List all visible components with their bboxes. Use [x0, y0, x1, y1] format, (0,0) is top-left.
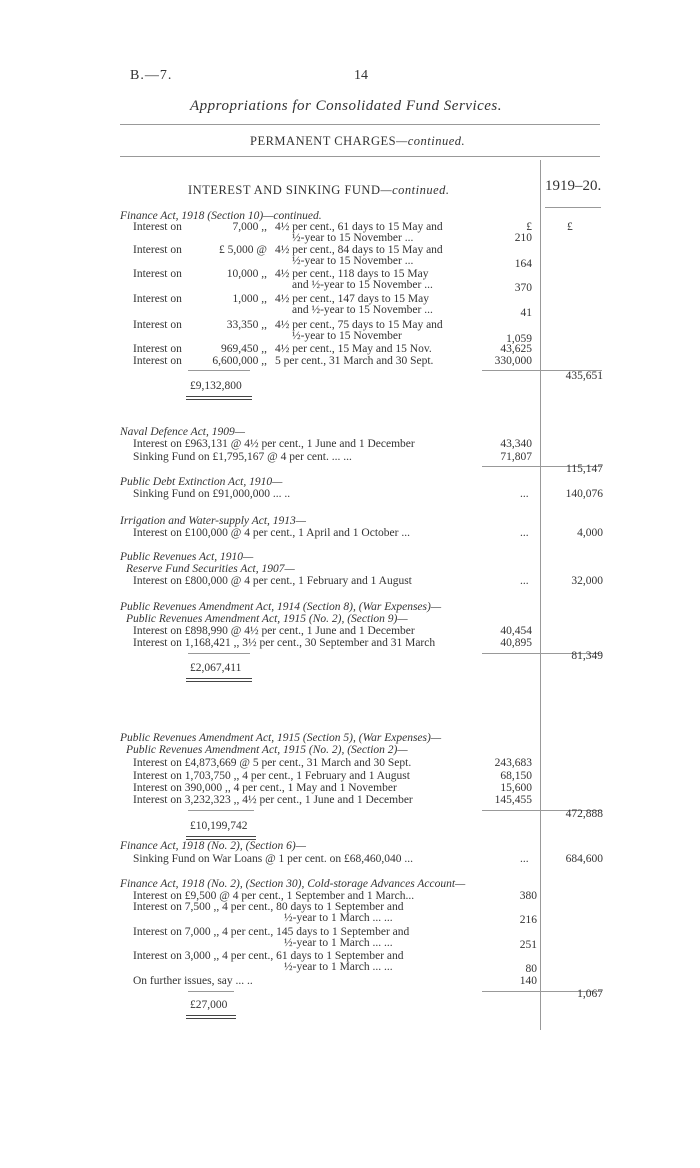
- text-line: Sinking Fund on £1,795,167 @ 4 per cent. ... ...: [133, 451, 352, 463]
- act-subtitle: Public Revenues Amendment Act, 1915 (No. 2), (Section 2)—: [126, 744, 408, 756]
- text-line: Interest on 3,000 ,, 4 per cent., 61 days to 1 September and: [133, 950, 404, 962]
- section-title-cont: —continued.: [380, 183, 450, 197]
- year-amount: 684,600: [565, 853, 603, 865]
- amount: 164: [514, 258, 532, 270]
- act-title: Finance Act, 1918 (No. 2), (Section 6)—: [120, 840, 306, 852]
- text-line: ½-year to 15 November ...: [292, 232, 414, 244]
- text-line: On further issues, say ... ..: [133, 975, 253, 987]
- text-line: 4½ per cent., 118 days to 15 May: [275, 268, 429, 280]
- total: £27,000: [190, 999, 228, 1011]
- text-line: Interest on 7,500 ,, 4 per cent., 80 days to 1 September and: [133, 901, 404, 913]
- text-line: 969,450 ,,: [221, 343, 267, 355]
- amount: 251: [519, 939, 537, 951]
- act-title: Finance Act, 1918 (No. 2), (Section 30), Cold-storage Advances Account—: [120, 878, 466, 890]
- text-line: 6,600,000 ,,: [212, 355, 267, 367]
- text-line: Interest on: [133, 319, 182, 331]
- act-title: Finance Act, 1918 (Section 10)—continued.: [120, 210, 322, 222]
- amount: 15,600: [500, 782, 532, 794]
- text-line: 4½ per cent., 84 days to 15 May and: [275, 244, 443, 256]
- act-subtitle: Reserve Fund Securities Act, 1907—: [126, 563, 295, 575]
- amount: 370: [514, 282, 532, 294]
- text-line: Interest on £100,000 @ 4 per cent., 1 April and 1 October ...: [133, 527, 410, 539]
- rule: [188, 991, 234, 992]
- column-rule: [540, 160, 541, 1030]
- text-line: Interest on 3,232,323 ,, 4½ per cent., 1 June and 1 December: [133, 794, 413, 806]
- text-line: 33,350 ,,: [226, 319, 267, 331]
- rule: [120, 156, 600, 157]
- amount: 80: [525, 963, 537, 975]
- year-amount: 435,651: [565, 370, 603, 382]
- leader-dots: ...: [520, 527, 529, 539]
- rule: [188, 810, 254, 811]
- text-line: Interest on £4,873,669 @ 5 per cent., 31 March and 30 Sept.: [133, 757, 412, 769]
- text-line: ½-year to 1 March ... ...: [284, 937, 393, 949]
- double-rule: [186, 1015, 236, 1019]
- act-title: Irrigation and Water-supply Act, 1913—: [120, 515, 307, 527]
- subtitle-main: PERMANENT CHARGES: [250, 134, 397, 148]
- amount: 145,455: [494, 794, 532, 806]
- rule: [545, 207, 601, 208]
- amount: 43,340: [500, 438, 532, 450]
- text-line: ½-year to 1 March ... ...: [284, 912, 393, 924]
- total: £9,132,800: [190, 380, 242, 392]
- text-line: 5 per cent., 31 March and 30 Sept.: [275, 355, 434, 367]
- amount: 1,059: [506, 333, 532, 345]
- currency-symbol: £: [567, 221, 573, 233]
- text-line: Interest on 1,168,421 ,, 3½ per cent., 30 September and 31 March: [133, 637, 436, 649]
- page-title: Appropriations for Consolidated Fund Services.: [190, 98, 503, 114]
- text-line: 1,000 ,,: [232, 293, 267, 305]
- section-title-main: INTEREST AND SINKING FUND: [188, 183, 381, 197]
- text-line: 7,000 ,,: [232, 221, 267, 233]
- text-line: ½-year to 1 March ... ...: [284, 961, 393, 973]
- text-line: Interest on: [133, 268, 182, 280]
- text-line: Interest on £898,990 @ 4½ per cent., 1 June and 1 December: [133, 625, 415, 637]
- year-amount: 115,147: [566, 463, 603, 475]
- year-heading: 1919–20.: [545, 178, 602, 194]
- text-line: 10,000 ,,: [226, 268, 267, 280]
- rule: [188, 370, 250, 371]
- leader-dots: ...: [520, 488, 529, 500]
- rule: [120, 124, 600, 125]
- text-line: 4½ per cent., 75 days to 15 May and: [275, 319, 443, 331]
- amount: 140: [519, 975, 537, 987]
- year-amount: 1,067: [577, 988, 603, 1000]
- amount: 40,895: [500, 637, 532, 649]
- amount: 40,454: [500, 625, 532, 637]
- leader-dots: ...: [520, 853, 529, 865]
- text-line: 4½ per cent., 147 days to 15 May: [275, 293, 429, 305]
- amount: 243,683: [494, 757, 532, 769]
- total: £2,067,411: [190, 662, 242, 674]
- amount: 43,625: [500, 343, 532, 355]
- year-amount: 472,888: [565, 808, 603, 820]
- text-line: Interest on £963,131 @ 4½ per cent., 1 June and 1 December: [133, 438, 415, 450]
- text-line: Sinking Fund on War Loans @ 1 per cent. on £68,460,040 ...: [133, 853, 413, 865]
- rule: [188, 653, 250, 654]
- act-title: Public Debt Extinction Act, 1910—: [120, 476, 283, 488]
- section-title: [188, 183, 450, 198]
- total: £10,199,742: [190, 820, 248, 832]
- act-title: Naval Defence Act, 1909—: [120, 426, 245, 438]
- text-line: and ½-year to 15 November ...: [292, 279, 433, 291]
- text-line: ½-year to 15 November ...: [292, 255, 414, 267]
- subtitle-cont: —continued.: [396, 134, 466, 148]
- text-line: Interest on £9,500 @ 4 per cent., 1 September and 1 March...: [133, 890, 415, 902]
- text-line: £ 5,000 @: [219, 244, 267, 256]
- text-line: 4½ per cent., 61 days to 15 May and: [275, 221, 443, 233]
- currency-symbol: £: [526, 221, 532, 233]
- subtitle: [250, 134, 465, 149]
- text-line: and ½-year to 15 November ...: [292, 304, 433, 316]
- text-line: Interest on: [133, 355, 182, 367]
- amount: 210: [514, 232, 532, 244]
- text-line: Interest on: [133, 293, 182, 305]
- text-line: 4½ per cent., 15 May and 15 Nov.: [275, 343, 432, 355]
- year-amount: 140,076: [565, 488, 603, 500]
- text-line: Interest on: [133, 244, 182, 256]
- year-amount: 81,349: [571, 650, 603, 662]
- text-line: Interest on: [133, 221, 182, 233]
- act-subtitle: Public Revenues Amendment Act, 1915 (No. 2), (Section 9)—: [126, 613, 408, 625]
- amount: 380: [519, 890, 537, 902]
- amount: 330,000: [494, 355, 532, 367]
- amount: 41: [520, 307, 532, 319]
- double-rule: [186, 396, 252, 400]
- text-line: Interest on 390,000 ,, 4 per cent., 1 May and 1 November: [133, 782, 397, 794]
- leader-dots: ...: [520, 575, 529, 587]
- text-line: Interest on 1,703,750 ,, 4 per cent., 1 February and 1 August: [133, 770, 410, 782]
- act-title: Public Revenues Amendment Act, 1915 (Section 5), (War Expenses)—: [120, 732, 442, 744]
- amount: 68,150: [500, 770, 532, 782]
- text-line: ½-year to 15 November: [292, 330, 402, 342]
- text-line: Interest on £800,000 @ 4 per cent., 1 February and 1 August: [133, 575, 412, 587]
- year-amount: 4,000: [577, 527, 603, 539]
- double-rule: [186, 678, 252, 682]
- text-line: Interest on 7,000 ,, 4 per cent., 145 days to 1 September and: [133, 926, 410, 938]
- amount: 71,807: [500, 451, 532, 463]
- page-number: 14: [354, 68, 368, 83]
- page-ref: B.—7.: [130, 68, 173, 83]
- act-title: Public Revenues Amendment Act, 1914 (Section 8), (War Expenses)—: [120, 601, 442, 613]
- text-line: Interest on: [133, 343, 182, 355]
- text-line: Sinking Fund on £91,000,000 ... ..: [133, 488, 291, 500]
- year-amount: 32,000: [571, 575, 603, 587]
- amount: 216: [519, 914, 537, 926]
- act-title: Public Revenues Act, 1910—: [120, 551, 254, 563]
